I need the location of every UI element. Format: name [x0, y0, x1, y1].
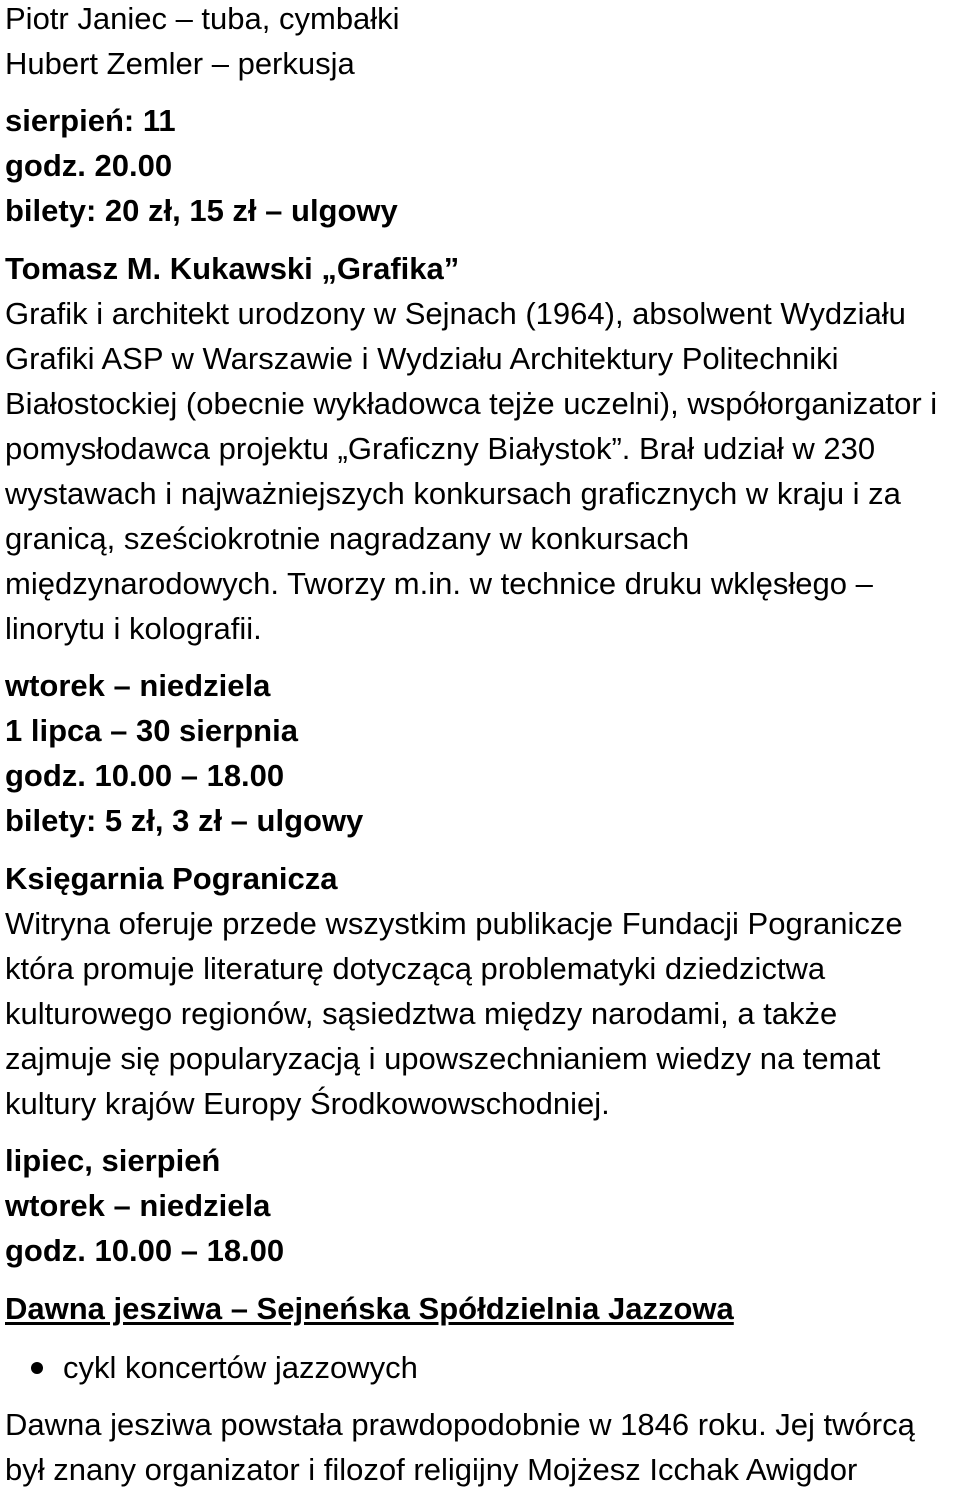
bookstore-time: godz. 10.00 – 18.00: [5, 1233, 285, 1268]
exhibition-body-line-8: linorytu i kolografii.: [5, 611, 262, 646]
concert-date: sierpień: 11: [5, 103, 176, 138]
concert-time: godz. 20.00: [5, 148, 173, 183]
exhibition-body-line-7: międzynarodowych. Tworzy m.in. w technice druku wklęsłego –: [5, 566, 873, 601]
exhibition-time: godz. 10.00 – 18.00: [5, 758, 285, 793]
exhibition-body-line-1: Grafik i architekt urodzony w Sejnach (1964), absolwent Wydziału: [5, 296, 906, 331]
exhibition-heading: Tomasz M. Kukawski „Grafika”: [5, 251, 460, 286]
exhibition-body-line-4: pomysłodawca projektu „Graficzny Białystok”. Brał udział w 230: [5, 431, 876, 466]
bookstore-body-line-2: która promuje literaturę dotyczącą problematyki dziedzictwa: [5, 951, 826, 986]
concert-tickets: bilety: 20 zł, 15 zł – ulgowy: [5, 193, 398, 228]
bookstore-body-line-3: kulturowego regionów, sąsiedztwa między narodami, a także: [5, 996, 838, 1031]
bookstore-body-line-4: zajmuje się popularyzacją i upowszechnianiem wiedzy na temat: [5, 1041, 881, 1076]
jazz-heading: Dawna jesziwa – Sejneńska Spółdzielnia Jazzowa: [5, 1291, 734, 1326]
exhibition-tickets: bilety: 5 zł, 3 zł – ulgowy: [5, 803, 364, 838]
jazz-body-line-1: Dawna jesziwa powstała prawdopodobnie w 1846 roku. Jej twórcą: [5, 1407, 915, 1442]
bookstore-months: lipiec, sierpień: [5, 1143, 221, 1178]
concert-lineup: [5, 0, 955, 86]
exhibition-dates: 1 lipca – 30 sierpnia: [5, 713, 298, 748]
lineup-line-2: Hubert Zemler – perkusja: [5, 46, 355, 81]
exhibition-body-line-3: Białostockiej (obecnie wykładowca tejże uczelni), współorganizator i: [5, 386, 938, 421]
lineup-line-1: Piotr Janiec – tuba, cymbałki: [5, 1, 400, 36]
bookstore-body-line-5: kultury krajów Europy Środkowowschodniej.: [5, 1086, 610, 1121]
bullet-dot-icon: [31, 1362, 43, 1374]
jazz-body-line-2: był znany organizator i filozof religijny Mojżesz Icchak Awigdor: [5, 1452, 858, 1487]
bookstore-days: wtorek – niedziela: [5, 1188, 271, 1223]
bookstore-heading: Księgarnia Pogranicza: [5, 861, 338, 896]
bookstore-details: [5, 1138, 955, 1273]
exhibition-body-line-5: wystawach i najważniejszych konkursach graficznych w kraju i za: [5, 476, 901, 511]
exhibition-days: wtorek – niedziela: [5, 668, 271, 703]
concert-details: [5, 98, 955, 233]
jazz-bullet-text: cykl koncertów jazzowych: [63, 1350, 418, 1385]
exhibition-section: [5, 246, 955, 651]
document-page: [5, 0, 955, 1492]
bookstore-body-line-1: Witryna oferuje przede wszystkim publikacje Fundacji Pogranicze: [5, 906, 903, 941]
exhibition-body-line-6: granicą, sześciokrotnie nagradzany w konkursach: [5, 521, 690, 556]
exhibition-body-line-2: Grafiki ASP w Warszawie i Wydziału Architektury Politechniki: [5, 341, 839, 376]
jazz-section: [5, 1286, 955, 1492]
jazz-bullet-item: [5, 1345, 955, 1390]
exhibition-details: [5, 663, 955, 843]
bookstore-section: [5, 856, 955, 1126]
